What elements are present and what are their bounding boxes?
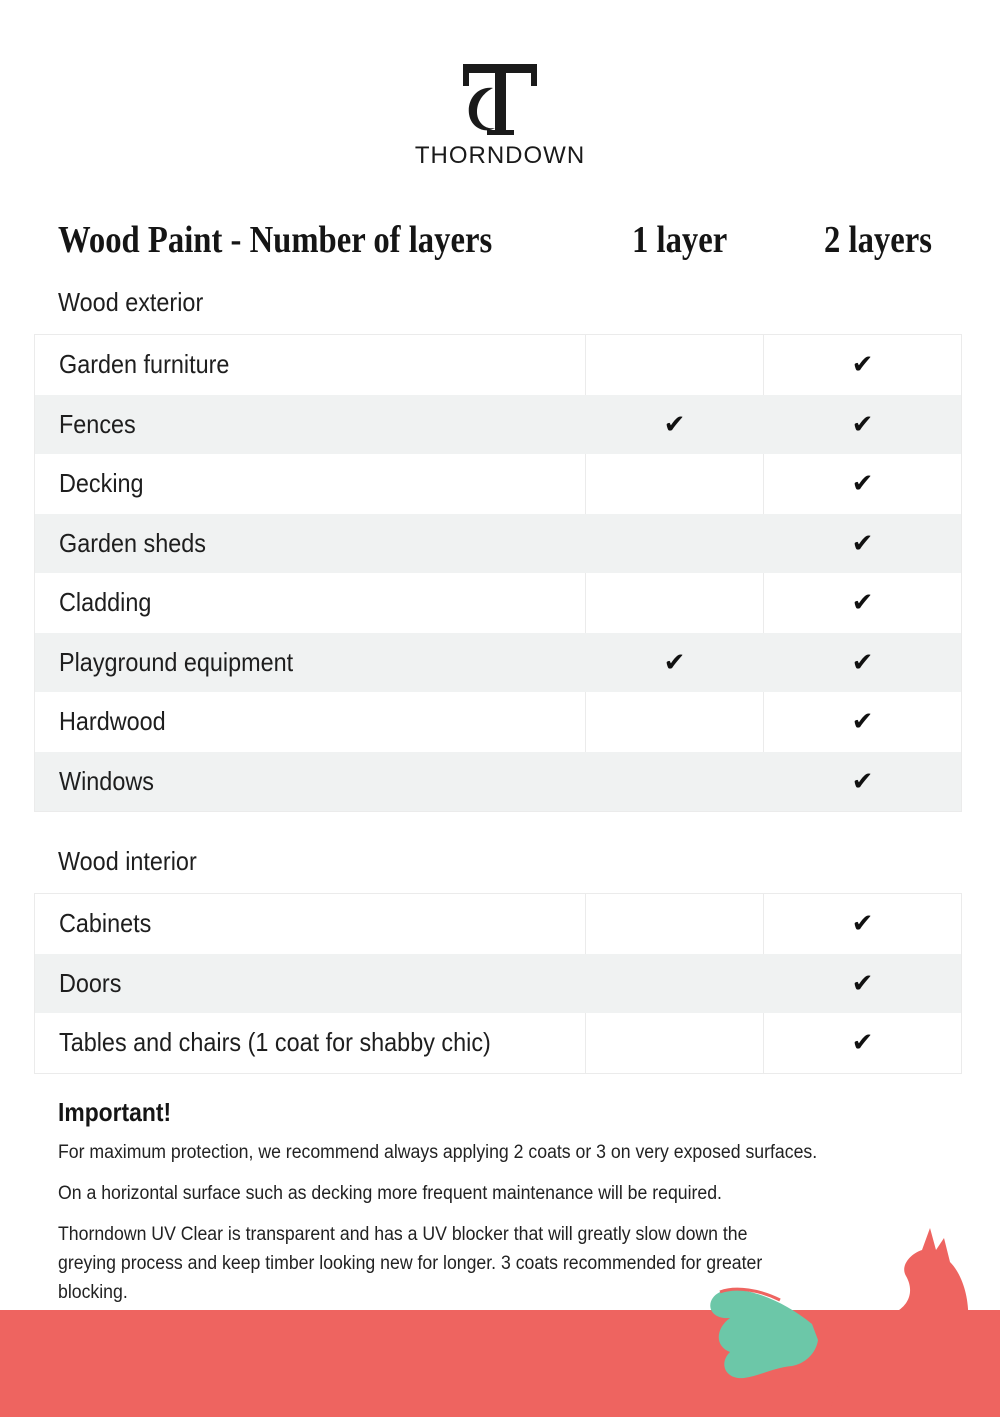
row-label: Windows <box>59 765 154 796</box>
check-2-layers: ✔ <box>763 573 961 633</box>
section-label-interior: Wood interior <box>58 846 197 876</box>
table-row <box>35 335 961 395</box>
table-row <box>35 692 961 752</box>
check-1-layer: ✔ <box>663 646 686 677</box>
table-row <box>35 395 961 455</box>
note-paragraph: For maximum protection, we recommend always applying 2 coats or 3 on very exposed surfaces. <box>58 1142 818 1163</box>
check-1-layer <box>585 752 763 812</box>
table-row <box>35 454 961 514</box>
table-row <box>35 752 961 812</box>
note-paragraph: Thorndown UV Clear is transparent and has a UV blocker that will greatly slow down the greying process and keep timber looking new for longer. 3 coats recommended for greater blocking. <box>58 1224 763 1303</box>
row-label: Doors <box>59 967 122 998</box>
row-label: Fences <box>59 408 136 439</box>
column-header-2-layers: 2 layers <box>824 219 932 261</box>
check-2-layers: ✔ <box>851 408 874 439</box>
row-label: Garden furniture <box>59 349 230 380</box>
exterior-table <box>34 334 962 812</box>
note-paragraph: On a horizontal surface such as decking more frequent maintenance will be required. <box>58 1183 722 1204</box>
check-1-layer <box>585 692 763 752</box>
check-1-layer <box>585 894 763 954</box>
check-2-layers: ✔ <box>763 894 961 954</box>
table-row <box>35 573 961 633</box>
check-1-layer <box>585 514 763 574</box>
interior-table <box>34 893 962 1074</box>
column-header-1-layer: 1 layer <box>632 219 728 261</box>
check-2-layers: ✔ <box>763 335 961 395</box>
brand-name: THORNDOWN <box>414 142 586 169</box>
check-2-layers: ✔ <box>763 1013 961 1073</box>
check-1-layer <box>585 954 763 1014</box>
row-label: Garden sheds <box>59 527 206 558</box>
check-2-layers: ✔ <box>851 646 874 677</box>
check-1-layer <box>585 454 763 514</box>
fox-illustration-icon <box>700 1228 980 1417</box>
important-title: Important! <box>58 1097 172 1127</box>
row-label: Cabinets <box>59 908 152 939</box>
check-2-layers: ✔ <box>851 765 874 796</box>
check-1-layer <box>585 335 763 395</box>
section-label-exterior: Wood exterior <box>58 287 204 317</box>
row-label: Cladding <box>59 587 152 618</box>
check-1-layer <box>585 573 763 633</box>
check-2-layers: ✔ <box>851 967 874 998</box>
brand-logo <box>400 58 600 170</box>
row-label: Playground equipment <box>59 646 294 677</box>
table-row <box>35 894 961 954</box>
table-row <box>35 1013 961 1073</box>
check-2-layers: ✔ <box>763 692 961 752</box>
row-label: Tables and chairs (1 coat for shabby chic) <box>59 1027 491 1058</box>
check-2-layers: ✔ <box>851 527 874 558</box>
table-title: Wood Paint - Number of layers <box>58 219 493 261</box>
table-row <box>35 514 961 574</box>
table-row <box>35 954 961 1014</box>
check-2-layers: ✔ <box>763 454 961 514</box>
table-row <box>35 633 961 693</box>
row-label: Decking <box>59 468 144 499</box>
thorndown-monogram-icon <box>455 58 545 138</box>
check-1-layer <box>585 1013 763 1073</box>
row-label: Hardwood <box>59 706 166 737</box>
check-1-layer: ✔ <box>663 408 686 439</box>
